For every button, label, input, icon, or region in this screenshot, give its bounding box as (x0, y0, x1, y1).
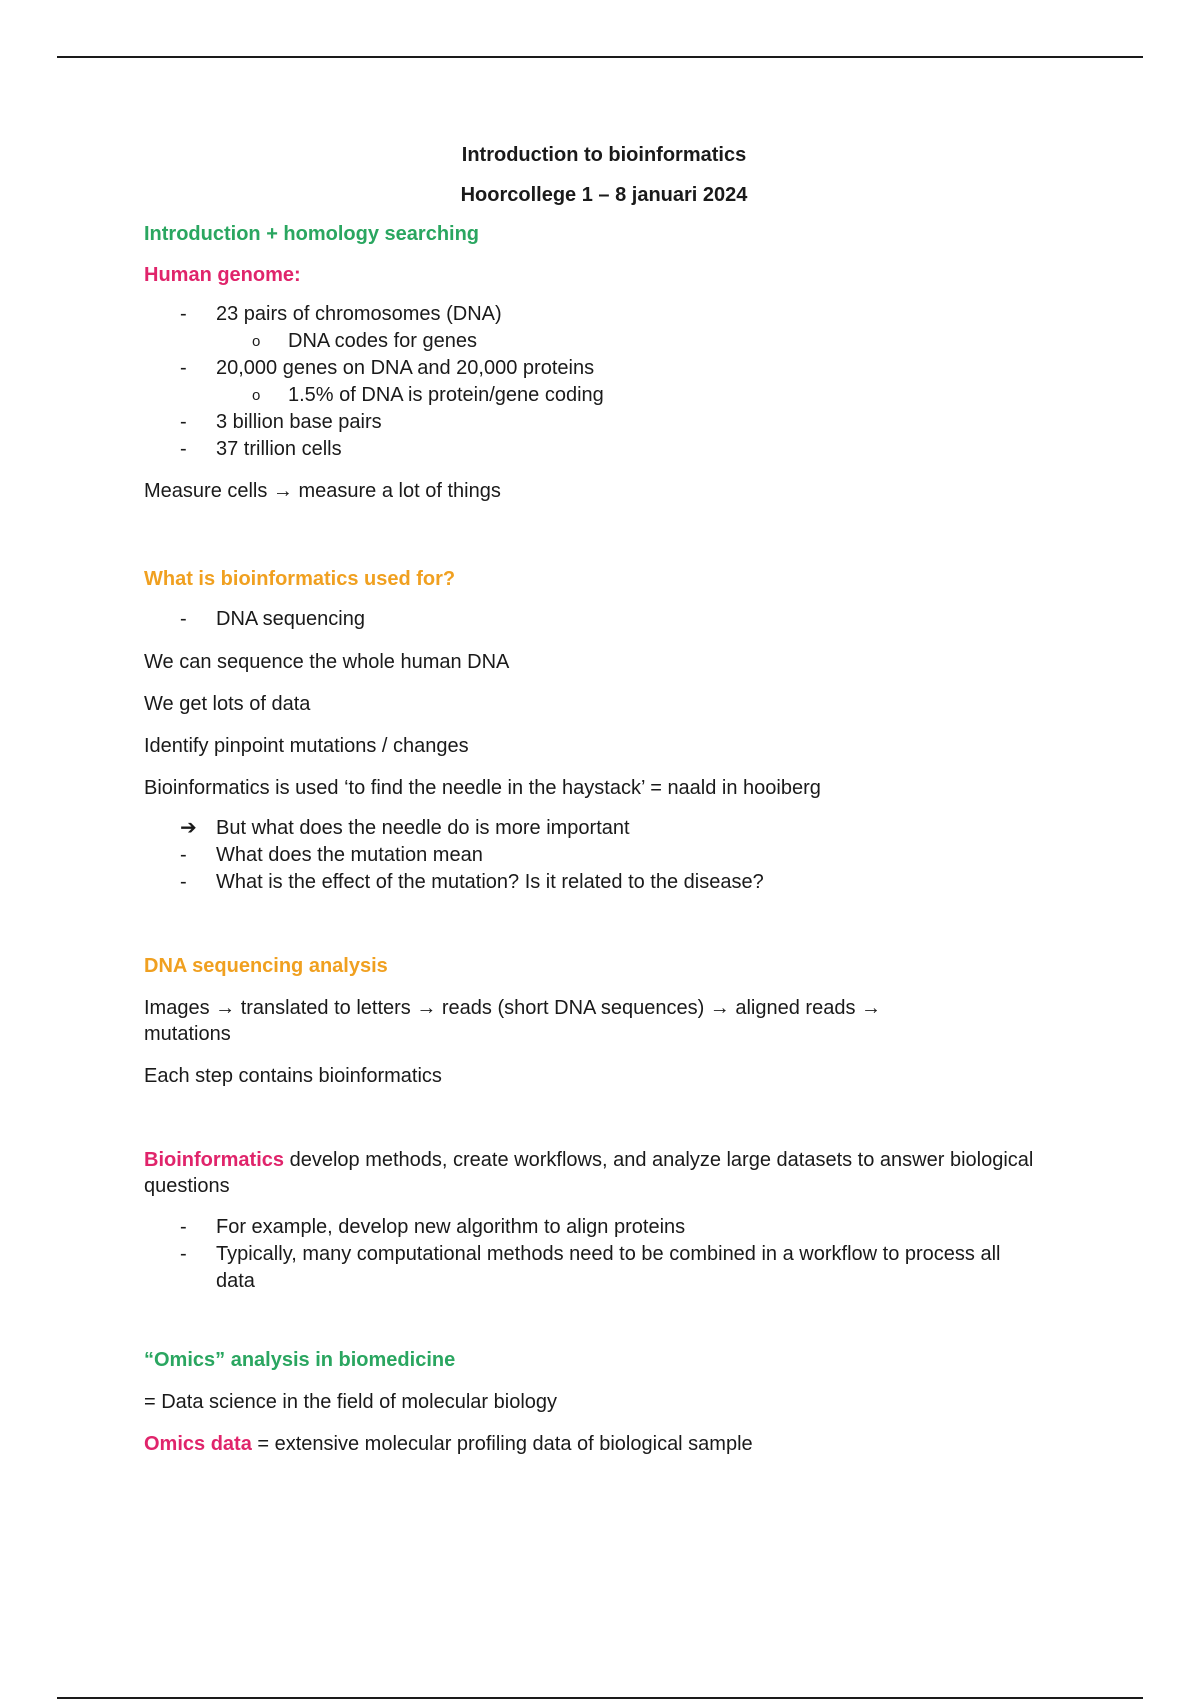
paragraph: Identify pinpoint mutations / changes (144, 735, 469, 757)
list-item: - 20,000 genes on DNA and 20,000 proteins o 1.5% of DNA is protein/gene coding (144, 355, 1064, 409)
paragraph: We get lots of data (144, 693, 311, 715)
list-item: - DNA sequencing (144, 606, 1064, 633)
list-item: - What is the effect of the mutation? Is it related to the disease? (144, 869, 1064, 896)
dash-marker: - (180, 608, 187, 630)
section-heading-dna-sequencing: DNA sequencing analysis (144, 955, 388, 977)
dash-marker: - (180, 1243, 187, 1265)
paragraph: Each step contains bioinformatics (144, 1065, 442, 1087)
top-rule (57, 56, 1143, 58)
section-heading-used-for: What is bioinformatics used for? (144, 568, 456, 590)
paragraph: = Data science in the field of molecular biology (144, 1391, 558, 1413)
bioinformatics-list (144, 1214, 1044, 1295)
list-item: ➔ But what does the needle do is more important (144, 815, 1064, 842)
section-heading-omics: “Omics” analysis in biomedicine (144, 1349, 456, 1371)
list-item: - 23 pairs of chromosomes (DNA) o DNA codes for genes (144, 301, 1064, 355)
paragraph: We can sequence the whole human DNA (144, 651, 510, 673)
document-subtitle: Hoorcollege 1 – 8 januari 2024 (460, 184, 748, 206)
bioinformatics-definition: Bioinformatics develop methods, create workflows, and analyze large datasets to answer biological questions (144, 1149, 1034, 1197)
document-body (144, 140, 1064, 1457)
dash-marker: - (180, 357, 187, 379)
bottom-rule (57, 1697, 1143, 1699)
arrow-right-icon: ➔ (180, 817, 197, 839)
dash-marker: - (180, 438, 187, 460)
list-item: - What does the mutation mean (144, 842, 1064, 869)
needle-list (144, 815, 1064, 896)
dash-marker: - (180, 1216, 187, 1238)
human-genome-list (144, 301, 1064, 463)
list-item: - Typically, many computational methods need to be combined in a workflow to process all data (180, 1243, 1001, 1292)
list-item: - 37 trillion cells (144, 436, 1064, 463)
used-for-list (144, 606, 1064, 633)
circle-bullet-icon: o (252, 387, 261, 404)
sub-list-item: o 1.5% of DNA is protein/gene coding (216, 382, 1064, 409)
omics-keyword: Omics data (144, 1433, 252, 1455)
paragraph: Images → translated to letters → reads (short DNA sequences) → aligned reads → mutations (144, 997, 882, 1045)
dash-marker: - (180, 871, 187, 893)
dash-marker: - (180, 411, 187, 433)
circle-bullet-icon: o (252, 333, 261, 350)
dash-marker: - (180, 844, 187, 866)
bioinformatics-keyword: Bioinformatics (144, 1149, 285, 1171)
sub-list-item: o DNA codes for genes (216, 328, 1064, 355)
list-item: - For example, develop new algorithm to align proteins (144, 1214, 1044, 1241)
section-subheading-human-genome: Human genome: (144, 264, 301, 286)
omics-definition: Omics data = extensive molecular profiling data of biological sample (144, 1433, 753, 1455)
paragraph: Bioinformatics is used ‘to find the needle in the haystack’ = naald in hooiberg (144, 777, 821, 799)
section-heading-intro: Introduction + homology searching (144, 223, 480, 245)
measure-note: Measure cells → measure a lot of things (144, 480, 501, 502)
dash-marker: - (180, 303, 187, 325)
document-title: Introduction to bioinformatics (461, 144, 747, 166)
list-item: - 3 billion base pairs (144, 409, 1064, 436)
